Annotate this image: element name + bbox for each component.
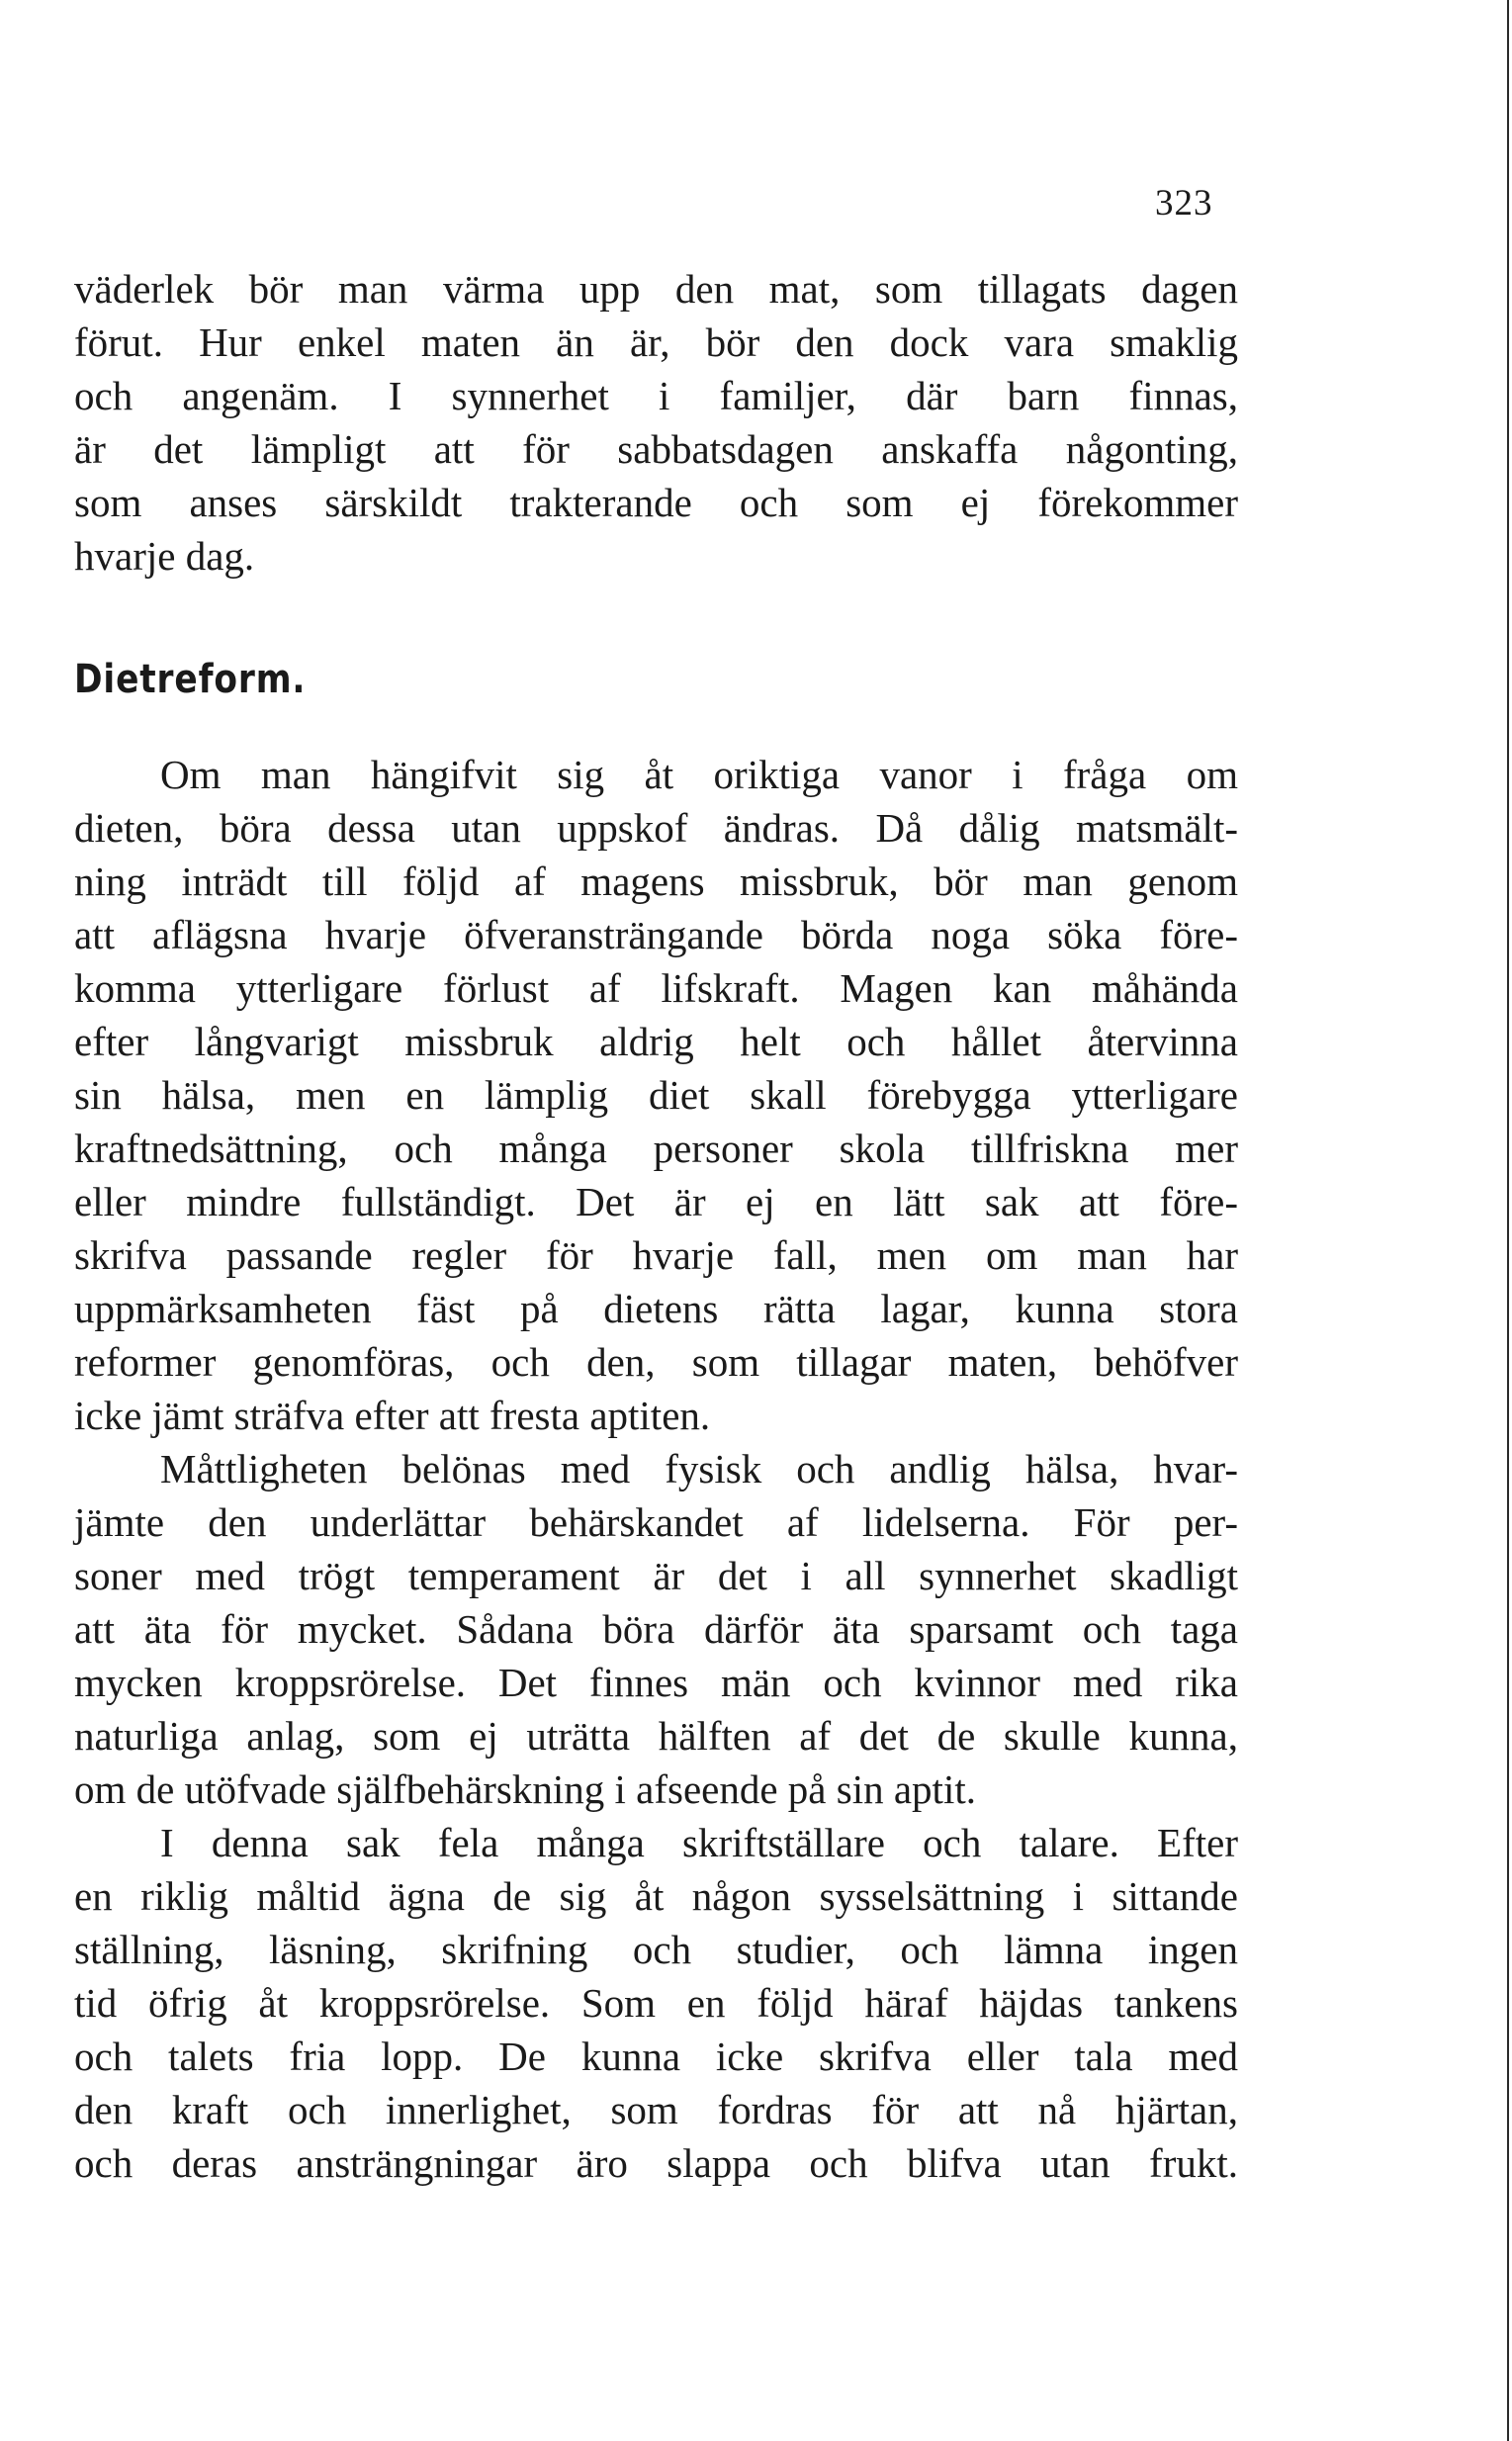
- text-line: är det lämpligt att för sabbatsdagen anskaffa någonting,: [74, 426, 1238, 472]
- text-line: dieten, böra dessa utan uppskof ändras. Då dålig matsmält-: [74, 805, 1238, 851]
- text-line: förut. Hur enkel maten än är, bör den dock vara smaklig: [74, 319, 1238, 365]
- text-line: sin hälsa, men en lämplig diet skall förebygga ytterligare: [74, 1072, 1238, 1118]
- text-line: den kraft och innerlighet, som fordras för att nå hjärtan,: [74, 2087, 1238, 2132]
- text-line: tid öfrig åt kroppsrörelse. Som en följd häraf häjdas tankens: [74, 1980, 1238, 2026]
- text-line: Måttligheten belönas med fysisk och andlig hälsa, hvar-: [160, 1446, 1238, 1492]
- text-line: ning inträdt till följd af magens missbruk, bör man genom: [74, 859, 1238, 904]
- text-line: komma ytterligare förlust af lifskraft. Magen kan måhända: [74, 965, 1238, 1011]
- text-line: att aflägsna hvarje öfveransträngande börda noga söka före-: [74, 912, 1238, 957]
- text-line: hvarje dag.: [74, 533, 255, 579]
- text-line: uppmärksamheten fäst på dietens rätta lagar, kunna stora: [74, 1286, 1238, 1331]
- text-line: och deras ansträngningar äro slappa och blifva utan frukt.: [74, 2140, 1238, 2186]
- text-line: en riklig måltid ägna de sig åt någon sysselsättning i sittande: [74, 1873, 1238, 1919]
- page-edge: [1507, 0, 1509, 2441]
- text-line: naturliga anlag, som ej uträtta hälften af det de skulle kunna,: [74, 1713, 1238, 1759]
- page-number: 323: [1155, 183, 1213, 224]
- text-line: jämte den underlättar behärskandet af lidelserna. För per-: [74, 1499, 1238, 1545]
- text-line: mycken kroppsrörelse. Det finnes män och kvinnor med rika: [74, 1660, 1238, 1705]
- text-line: efter långvarigt missbruk aldrig helt och hållet återvinna: [74, 1019, 1238, 1064]
- text-line: icke jämt sträfva efter att fresta aptiten.: [74, 1393, 711, 1438]
- text-line: att äta för mycket. Sådana böra därför äta sparsamt och taga: [74, 1606, 1238, 1652]
- text-line: reformer genomföras, och den, som tillagar maten, behöfver: [74, 1339, 1238, 1385]
- text-line: och talets fria lopp. De kunna icke skrifva eller tala med: [74, 2034, 1238, 2079]
- text-line: skrifva passande regler för hvarje fall, men om man har: [74, 1232, 1238, 1278]
- text-line: om de utöfvade själfbehärskning i afseende på sin aptit.: [74, 1766, 976, 1812]
- text-line: I denna sak fela många skriftställare och talare. Efter: [160, 1820, 1238, 1865]
- text-line: Om man hängifvit sig åt oriktiga vanor i fråga om: [160, 752, 1238, 797]
- text-line: och angenäm. I synnerhet i familjer, där barn finnas,: [74, 373, 1238, 418]
- text-line: soner med trögt temperament är det i all synnerhet skadligt: [74, 1553, 1238, 1598]
- text-line: som anses särskildt trakterande och som ej förekommer: [74, 480, 1238, 525]
- section-heading: Dietreform.: [74, 657, 307, 702]
- text-line: kraftnedsättning, och många personer skola tillfriskna mer: [74, 1126, 1238, 1171]
- text-line: ställning, läsning, skrifning och studier, och lämna ingen: [74, 1927, 1238, 1972]
- text-line: väderlek bör man värma upp den mat, som tillagats dagen: [74, 266, 1238, 312]
- text-line: eller mindre fullständigt. Det är ej en lätt sak att före-: [74, 1179, 1238, 1224]
